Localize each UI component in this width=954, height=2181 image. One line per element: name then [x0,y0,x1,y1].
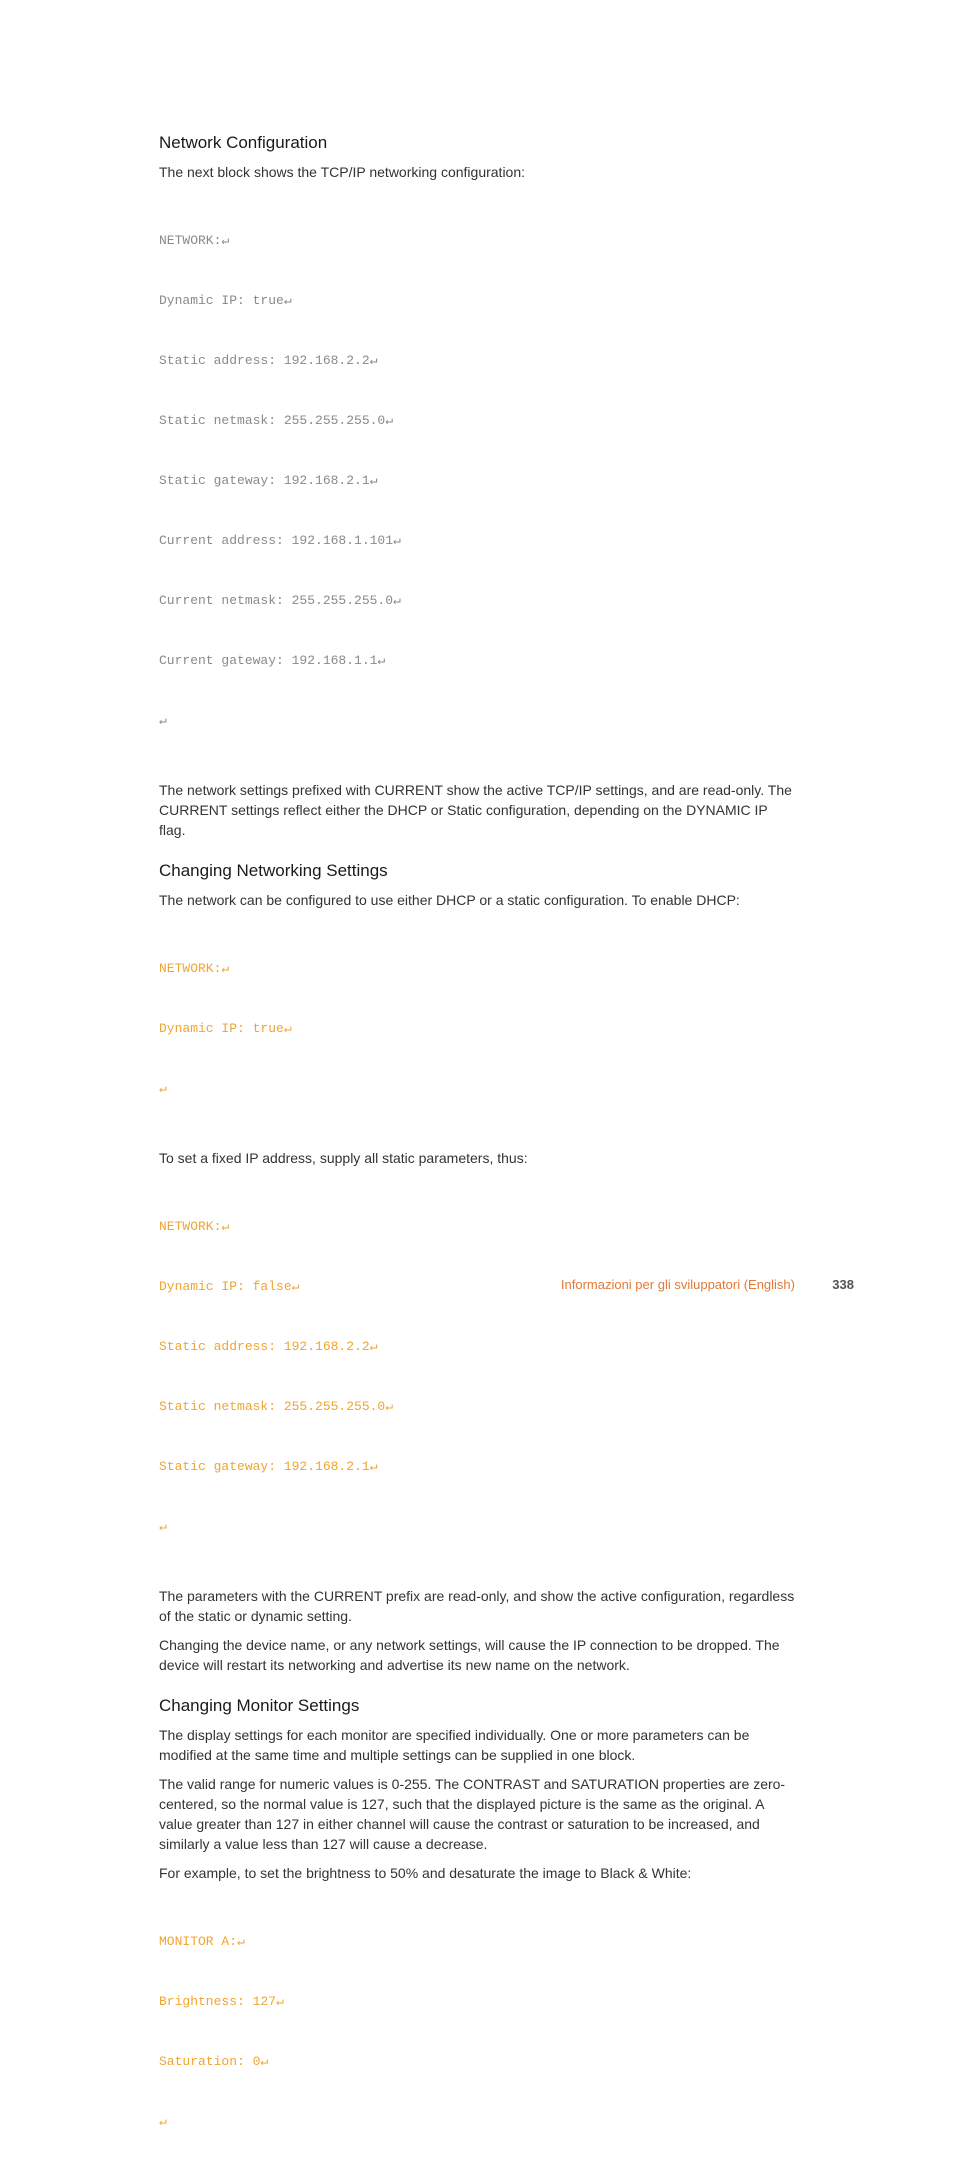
code-line: NETWORK:↵ [159,1219,230,1234]
section-network-configuration [159,131,795,840]
code-line: MONITOR A:↵ [159,1934,245,1949]
code-line: Current address: 192.168.1.101↵ [159,533,401,548]
section-changing-networking-settings [159,859,795,1675]
paragraph: The network settings prefixed with CURRENT show the active TCP/IP settings, and are read-only. The CURRENT settings reflect either the DHCP or Static configuration, depending on the DYNAMIC IP flag. [159,782,792,838]
code-line: Dynamic IP: false↵ [159,1279,300,1294]
paragraph: For example, to set the brightness to 50% and desaturate the image to Black & White: [159,1865,692,1881]
paragraph: To set a fixed IP address, supply all static parameters, thus: [159,1150,528,1166]
paragraph: Changing the device name, or any network settings, will cause the IP connection to be dropped. The device will restart its networking and advertise its new name on the network. [159,1637,780,1673]
code-line: Static gateway: 192.168.2.1↵ [159,1459,378,1474]
section-changing-monitor-settings [159,1694,795,2172]
code-block-static-ip [159,1177,795,1577]
paragraph: The display settings for each monitor are specified individually. One or more parameters can be modified at the same time and multiple settings can be supplied in one block. [159,1727,750,1763]
code-line: ↵ [159,1081,167,1096]
paragraph: The parameters with the CURRENT prefix are read-only, and show the active configuration, regardless of the static or dynamic setting. [159,1588,795,1624]
code-line: NETWORK:↵ [159,961,230,976]
code-block-enable-dhcp [159,919,795,1139]
code-line: Static gateway: 192.168.2.1↵ [159,473,378,488]
code-line: Static address: 192.168.2.2↵ [159,1339,378,1354]
code-line: ↵ [159,1519,167,1534]
code-line: Static netmask: 255.255.255.0↵ [159,1399,394,1414]
footer-title: Informazioni per gli sviluppatori (English) [560,1277,795,1292]
paragraph: The network can be configured to use either DHCP or a static configuration. To enable DHCP: [159,892,740,908]
page-number: 338 [832,1277,854,1292]
code-line: Dynamic IP: true↵ [159,293,292,308]
code-block-network-status [159,191,795,771]
paragraph: The next block shows the TCP/IP networking configuration: [159,164,526,180]
code-line: Current gateway: 192.168.1.1↵ [159,653,386,668]
code-line: Static address: 192.168.2.2↵ [159,353,378,368]
section-heading: Changing Networking Settings [159,861,388,880]
code-line: ↵ [159,2114,167,2129]
code-block-monitor-example [159,1892,795,2172]
code-line: Dynamic IP: true↵ [159,1021,292,1036]
code-line: Current netmask: 255.255.255.0↵ [159,593,401,608]
section-heading: Network Configuration [159,133,328,152]
code-line: Saturation: 0↵ [159,2054,269,2069]
document-page [159,131,795,2181]
page-footer [0,1277,954,1297]
code-line: ↵ [159,713,167,728]
code-line: Static netmask: 255.255.255.0↵ [159,413,394,428]
code-line: Brightness: 127↵ [159,1994,284,2009]
paragraph: The valid range for numeric values is 0-255. The CONTRAST and SATURATION properties are zero-centered, so the normal value is 127, such that the displayed picture is the same as the original. A value greater than 127 in either channel will cause the contrast or saturation to be increased, and similarly a value less than 127 will cause a decrease. [159,1776,786,1852]
code-line: NETWORK:↵ [159,233,230,248]
section-heading: Changing Monitor Settings [159,1696,360,1715]
